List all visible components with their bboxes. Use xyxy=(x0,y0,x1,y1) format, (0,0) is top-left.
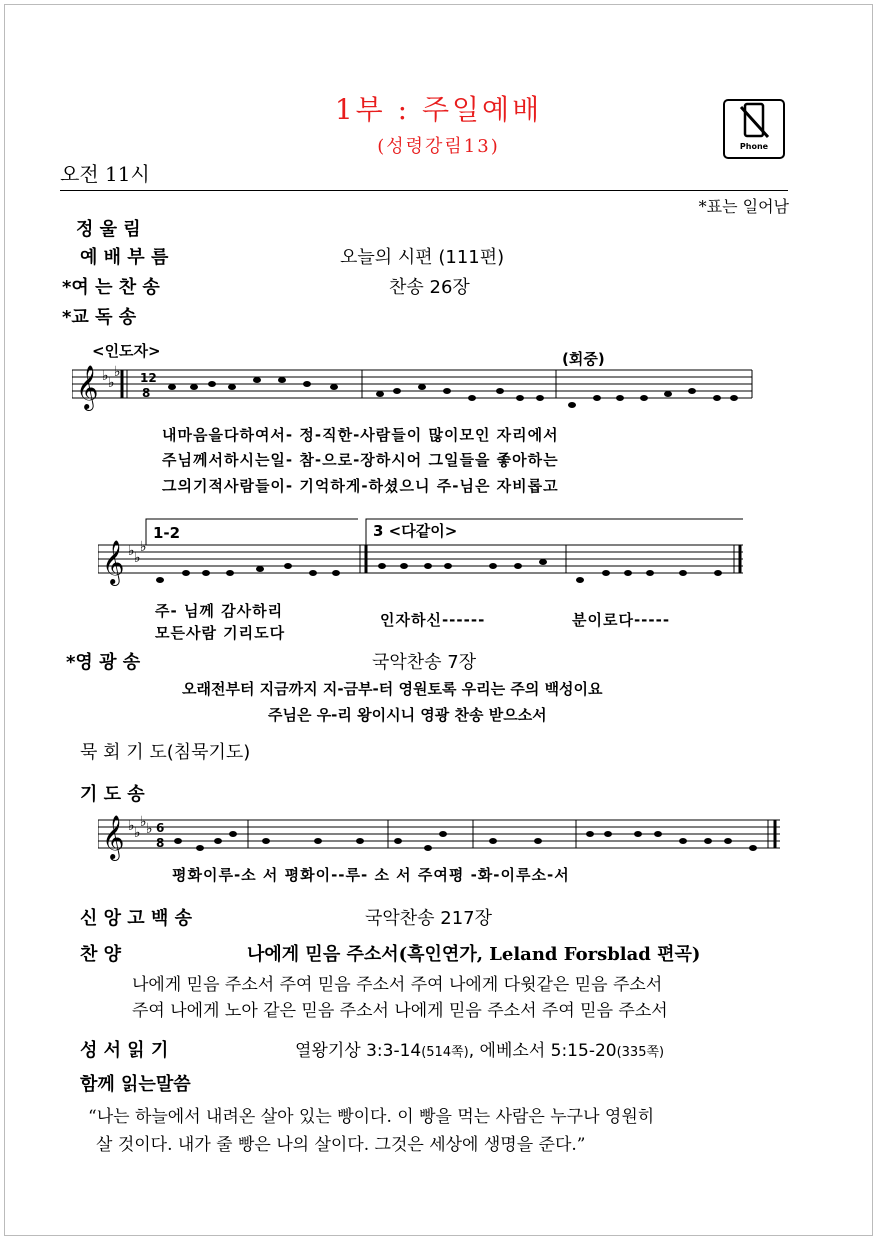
svg-text:♭: ♭ xyxy=(140,814,147,830)
svg-text:𝄞: 𝄞 xyxy=(102,815,125,859)
svg-text:𝄞: 𝄞 xyxy=(76,365,99,409)
svg-text:♭: ♭ xyxy=(140,539,147,555)
time-sig-bottom: 8 xyxy=(142,386,151,400)
hymn-lyric-line1: 내마음을다하여서- 정-직한-사람들이 많이모인 자리에서 xyxy=(162,426,559,444)
page-title: 1부 : 주일예배 xyxy=(334,93,543,126)
svg-text:𝄞: 𝄞 xyxy=(102,540,125,584)
svg-text:♭: ♭ xyxy=(102,368,109,384)
prayer-song-lyric: 평화이루-소 서 평화이--루- 소 서 주여평 -화-이루소-서 xyxy=(172,866,570,884)
svg-text:♭: ♭ xyxy=(134,550,141,566)
leader-marker: <인도자> xyxy=(92,342,161,360)
congregation-marker: (회중) xyxy=(562,350,605,368)
anthem-line2: 주여 나에게 노아 같은 믿음 주소서 나에게 믿음 주소서 주여 믿음 주소서 xyxy=(132,1001,668,1021)
anthem-line1: 나에게 믿음 주소서 주여 믿음 주소서 주여 나에게 다윗같은 믿음 주소서 xyxy=(132,975,663,995)
call-value: 오늘의 시편 (111편) xyxy=(340,247,505,268)
music-staff-3 xyxy=(98,808,788,868)
ending-lyric-b: 인자하신------ xyxy=(380,611,486,629)
page-subtitle: (성령강림13) xyxy=(377,136,500,157)
bell-label: 정 울 림 xyxy=(76,219,141,240)
svg-text:♭: ♭ xyxy=(108,375,115,391)
svg-text:♭: ♭ xyxy=(128,543,135,559)
svg-text:♭: ♭ xyxy=(134,825,141,841)
reading-line1: “나는 하늘에서 내려온 살아 있는 빵이다. 이 빵을 먹는 사람은 누구나 영원히 xyxy=(88,1107,655,1127)
scripture-page-a: (514쪽) xyxy=(421,1045,469,1060)
service-time: 오전 11시 xyxy=(60,162,150,186)
gloria-line2: 주님은 우-리 왕이시니 영광 찬송 받으소서 xyxy=(268,706,547,724)
ending-1-2: 1-2 xyxy=(153,524,181,542)
call-label: 예 배 부 름 xyxy=(80,247,169,268)
creed-label: 신 앙 고 백 송 xyxy=(80,908,193,929)
creed-value: 국악찬송 217장 xyxy=(365,908,493,929)
svg-text:♭: ♭ xyxy=(128,818,135,834)
gloria-line1: 오래전부터 지금까지 지-금부-터 영원토록 우리는 주의 백성이요 xyxy=(182,680,603,698)
anthem-title: 나에게 믿음 주소서(흑인연가, Leland Forsblad 편곡) xyxy=(247,944,701,965)
responsive-label: *교 독 송 xyxy=(62,307,137,328)
reading-line2: 살 것이다. 내가 줄 빵은 나의 살이다. 그것은 세상에 생명을 준다.” xyxy=(96,1135,586,1155)
svg-text:♭: ♭ xyxy=(146,821,153,837)
opening-hymn-value: 찬송 26장 xyxy=(389,277,470,298)
hymn-lyric-line3: 그의기적사람들이- 기억하게-하셨으니 주-님은 자비롭고 xyxy=(162,477,559,495)
ending-3: 3 <다같이> xyxy=(373,522,458,540)
music-staff-2 xyxy=(98,515,758,595)
phone-label: Phone xyxy=(739,142,769,151)
ending-lyric-a2: 모든사람 기리도다 xyxy=(155,624,286,642)
reading-label: 함께 읽는말씀 xyxy=(80,1074,191,1095)
no-phone-icon xyxy=(723,99,785,159)
ending-lyric-c: 분이로다----- xyxy=(572,611,671,629)
svg-text:♭: ♭ xyxy=(114,364,121,380)
silent-prayer-label: 묵 회 기 도(침묵기도) xyxy=(80,742,251,763)
opening-hymn-label: *여 는 찬 송 xyxy=(62,277,160,298)
scripture-ref-a: 열왕기상 3:3-14 xyxy=(295,1041,422,1061)
hymn-lyric-line2: 주님께서하시는일- 참-으로-장하시어 그일들을 좋아하는 xyxy=(162,451,559,469)
gloria-label: *영 광 송 xyxy=(66,652,141,673)
time-sig-top: 12 xyxy=(140,371,157,385)
anthem-label: 찬 양 xyxy=(80,944,122,965)
ending-lyric-a1: 주- 님께 감사하리 xyxy=(155,602,284,620)
music-staff-1 xyxy=(72,360,762,420)
scripture-label: 성 서 읽 기 xyxy=(80,1040,169,1061)
scripture-ref-b: 에베소서 5:15-20 xyxy=(479,1041,617,1061)
scripture-page-b: (335쪽) xyxy=(616,1045,665,1060)
prayer-song-label: 기 도 송 xyxy=(80,784,145,805)
header-divider xyxy=(60,190,788,191)
gloria-value: 국악찬송 7장 xyxy=(372,652,477,673)
time-sig-bottom-2: 8 xyxy=(156,836,165,850)
scripture-value xyxy=(295,1036,664,1061)
standing-note: *표는 일어남 xyxy=(698,197,789,216)
scripture-sep: , xyxy=(468,1041,480,1061)
time-sig-top-2: 6 xyxy=(156,821,165,835)
